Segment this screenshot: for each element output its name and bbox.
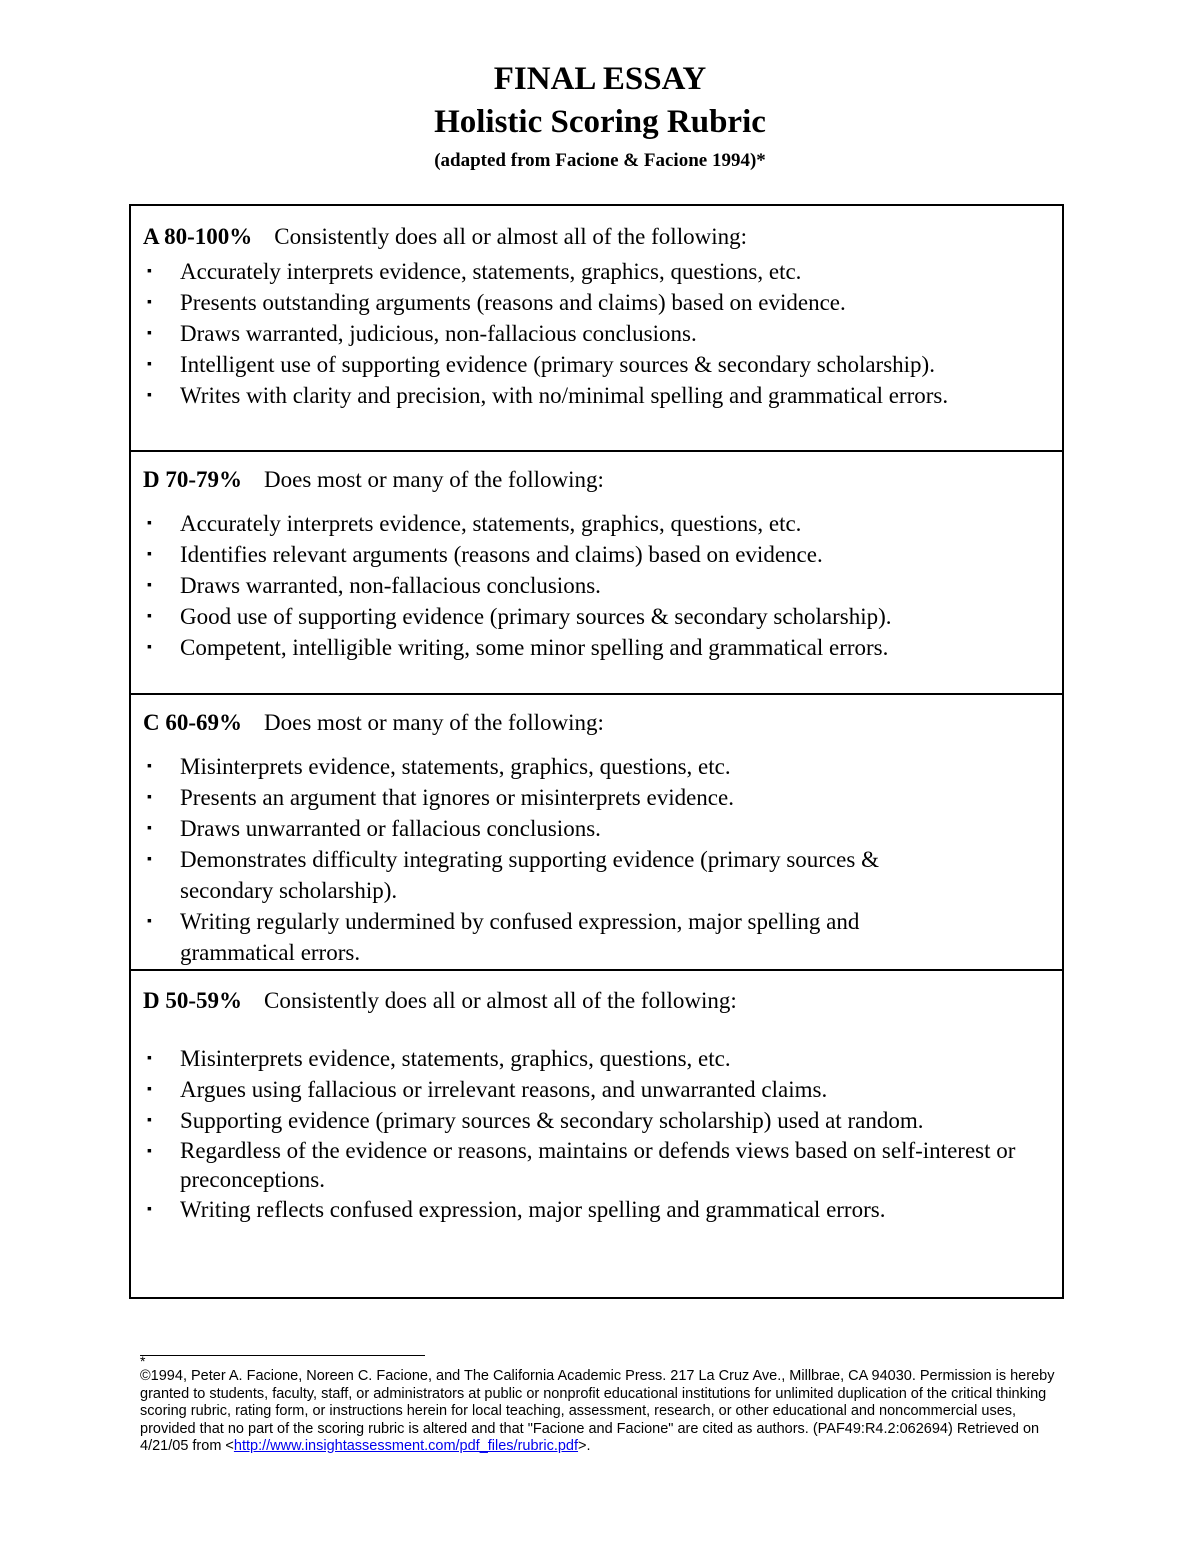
rubric-table [129,204,1064,1299]
criterion-item: ▪ Presents outstanding arguments (reasons and claims) based on evidence. [143,287,1062,318]
grade-label: D 50-59% [143,988,243,1013]
source-attribution: (adapted from Facione & Facione 1994)* [434,150,766,171]
bullet-icon: ▪ [147,547,152,562]
bullet-icon: ▪ [147,1051,152,1066]
bullet-icon: ▪ [147,852,152,867]
criteria-list [143,1043,1023,1225]
bullet-icon: ▪ [147,640,152,655]
bullet-icon: ▪ [147,264,152,279]
bullet-icon: ▪ [147,295,152,310]
criterion-item: ▪ Presents an argument that ignores or misinterprets evidence. [143,782,943,813]
band-intro: Consistently does all or almost all of the following: [274,224,747,249]
rubric-band-d-70 [131,450,1062,693]
bullet-icon: ▪ [147,1144,152,1159]
document-title: FINAL ESSAY [493,61,707,97]
band-intro: Does most or many of the following: [264,710,604,735]
bullet-icon: ▪ [147,578,152,593]
band-intro: Consistently does all or almost all of the following: [264,988,737,1013]
bullet-icon: ▪ [147,1082,152,1097]
rubric-band-d-50 [131,969,1062,1297]
source-link[interactable]: http://www.insightassessment.com/pdf_files/rubric.pdf [233,1438,579,1454]
criteria-list [143,508,1062,663]
criterion-item: ▪ Writing regularly undermined by confused expression, major spelling and grammatical errors. [143,906,900,968]
bullet-icon: ▪ [147,914,152,929]
bullet-icon: ▪ [147,388,152,403]
criteria-list [143,751,943,968]
rubric-band-c [131,693,1062,969]
band-intro: Does most or many of the following: [264,467,604,492]
bullet-icon: ▪ [147,759,152,774]
bullet-icon: ▪ [147,326,152,341]
criterion-item: ▪ Argues using fallacious or irrelevant reasons, and unwarranted claims. [143,1074,1023,1105]
footnote-suffix: >. [578,1438,591,1454]
grade-label: A 80-100% [143,224,253,249]
criterion-item: ▪ Writing reflects confused expression, major spelling and grammatical errors. [143,1194,1023,1225]
document-header [0,58,1200,176]
criterion-item: ▪ Misinterprets evidence, statements, graphics, questions, etc. [143,751,943,782]
bullet-icon: ▪ [147,516,152,531]
criterion-item: ▪ Competent, intelligible writing, some minor spelling and grammatical errors. [143,632,1062,663]
criterion-item: ▪ Supporting evidence (primary sources & secondary scholarship) used at random. [143,1105,1023,1136]
criterion-item: ▪ Accurately interprets evidence, statements, graphics, questions, etc. [143,508,1062,539]
bullet-icon: ▪ [147,357,152,372]
bullet-icon: ▪ [147,1113,152,1128]
bullet-icon: ▪ [147,1202,152,1217]
criteria-list [143,256,1062,411]
grade-label: C 60-69% [143,710,243,735]
band-heading [143,987,1062,1015]
bullet-icon: ▪ [147,821,152,836]
criterion-item: ▪ Good use of supporting evidence (primary sources & secondary scholarship). [143,601,1062,632]
criterion-item: ▪ Identifies relevant arguments (reasons and claims) based on evidence. [143,539,1062,570]
criterion-item: ▪ Draws warranted, judicious, non-fallacious conclusions. [143,318,1062,349]
copyright-footnote [140,1354,1060,1456]
criterion-item: ▪ Intelligent use of supporting evidence (primary sources & secondary scholarship). [143,349,1062,380]
bullet-icon: ▪ [147,790,152,805]
band-heading [143,223,1062,251]
criterion-item: ▪ Draws unwarranted or fallacious conclusions. [143,813,943,844]
footnote-marker: * [140,1353,146,1369]
band-heading [143,709,1062,737]
criterion-item: ▪ Misinterprets evidence, statements, graphics, questions, etc. [143,1043,1023,1074]
criterion-item: ▪ Writes with clarity and precision, with no/minimal spelling and grammatical errors. [143,380,1062,411]
rubric-band-a [131,206,1062,450]
criterion-item: ▪ Accurately interprets evidence, statements, graphics, questions, etc. [143,256,1062,287]
grade-label: D 70-79% [143,467,243,492]
bullet-icon: ▪ [147,609,152,624]
criterion-item: ▪ Demonstrates difficulty integrating supporting evidence (primary sources & secondary scholarship). [143,844,943,906]
band-heading [143,466,1062,494]
document-subtitle: Holistic Scoring Rubric [434,104,766,140]
criterion-item: ▪ Draws warranted, non-fallacious conclusions. [143,570,1062,601]
criterion-item: ▪ Regardless of the evidence or reasons, maintains or defends views based on self-interest or preconceptions. [147,1138,1016,1192]
footnote-text: ©1994, Peter A. Facione, Noreen C. Facione, and The California Academic Press. 217 La Cruz Ave., Millbrae, CA 94030. Permission is hereby granted to students, faculty, staff, or administrators at public or nonprofit educational institutions for unlimited duplication of the critical thinking scoring rubric, rating form, or instructions herein for local teaching, assessment, research, or other educational and noncommercial uses, provided that no part of the scoring rubric is altered and that "Facione and Facione" are cited as authors. (PAF49:R4.2:062694) Retrieved on 4/21/05 from < [140,1368,1055,1454]
